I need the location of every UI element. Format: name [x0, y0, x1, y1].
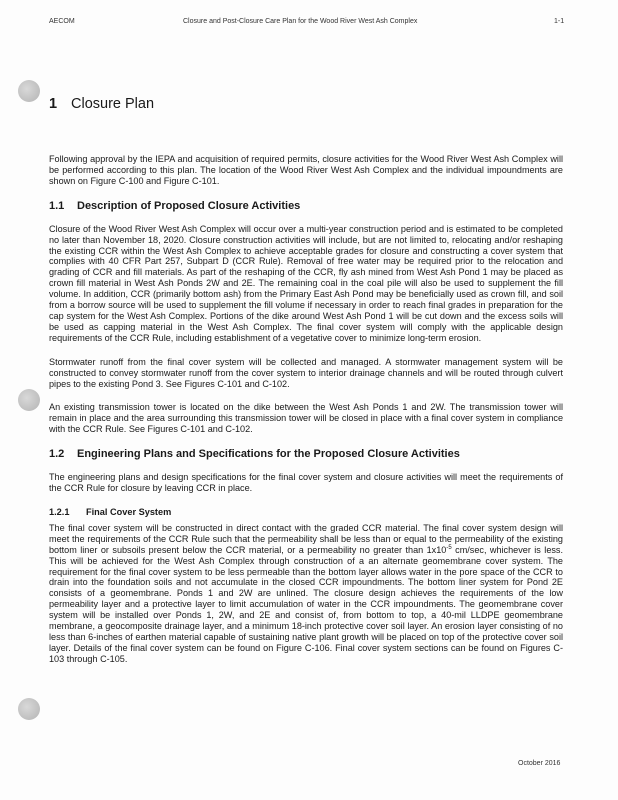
section-number: 1.2	[49, 448, 65, 461]
stormwater-paragraph: Stormwater runoff from the final cover system will be collected and managed. A stormwater management system will be constructed to convey stormwater runoff from the cover system to interior drainage channels and will be routed through culvert pipes to the existing Pond 3. See Figures C-101 and C-102.	[49, 356, 563, 389]
final-cover-paragraph	[49, 523, 563, 665]
section-heading-1-2	[49, 448, 563, 460]
subsection-heading-1-2-1	[49, 507, 563, 517]
exponent: -5	[446, 544, 452, 551]
section-title: Description of Proposed Closure Activities	[77, 199, 301, 212]
footer-date: October 2016	[518, 760, 561, 767]
final-cover-text-b: cm/sec, whichever is less. This will be achieved for the West Ash Complex through construction of a an alternate geomembrane cover system. The requirement for the final cover system to be less permeable than the bottom layer allows water in the pore space of the CCR to drain into the foundation soils and not accumulate in the closed CCR impoundments. The bottom liner system for Pond 2E consists of a geomembrane. Ponds 1 and 2W are unlined. The closure design achieves the requirements of the low permeability layer and a protective layer to limit accumulation of water in the CCR impoundments. The geomembrane cover system will be installed over Ponds 1, 2W, and 2E and consist of, from bottom to top, a 40-mil LLDPE geomembrane membrane, a geocomposite drainage layer, and a minimum 18-inch protective cover soil layer. An erosion layer consisting of no less than 6-inches of earthen material capable of sustaining native plant growth will be placed on top of the protective cover soil layer. Details of the final cover system can be found on Figure C-106. Final cover system sections can be found on Figures C-103 through C-105.	[49, 544, 563, 664]
subsection-number: 1.2.1	[49, 506, 70, 517]
closure-activities-paragraph: Closure of the Wood River West Ash Complex will occur over a multi-year construction period and is estimated to be completed no later than November 18, 2020. Closure construction activities will include, but are not limited to, relocating and/or reshaping the existing CCR within the West Ash Complex to achieve acceptable grades for closure and constructing a cover system that complies with 40 CFR Part 257, Subpart D (CCR Rule). Removal of free water may be required prior to the relocation and grading of CCR and fill materials. As part of the reshaping of the CCR, fly ash mined from West Ash Pond 1 may be placed as crown fill material in West Ash Ponds 2W and 2E. The remaining coal in the coal pile will also be used to supplement the fill volume. In addition, CCR (primarily bottom ash) from the Primary East Ash Pond may be beneficially used as crown fill, and soil from a borrow source will be used to supplement the fill volume if necessary in order to reach final grades in preparation for the cap system for the West Ash Complex. Portions of the dike around West Ash Pond 1 will be cut down and the excess soils will be used as capping material in the West Ash Complex. The final cover system will comply with the applicable design requirements of the CCR Rule, including establishment of a vegetative cover to minimize long-term erosion.	[49, 223, 563, 343]
intro-paragraph: Following approval by the IEPA and acquisition of required permits, closure activities for the Wood River West Ash Complex will be performed according to this plan. The location of the Wood River West Ash Complex and the individual impoundments are shown on Figure C-100 and Figure C-101.	[49, 154, 563, 186]
subsection-title: Final Cover System	[86, 506, 172, 517]
transmission-tower-paragraph: An existing transmission tower is located on the dike between the West Ash Ponds 1 and 2W. The transmission tower will remain in place and the area surrounding this transmission tower will be closed in place with a final cover system in compliance with the CCR Rule. See Figures C-101 and C-102.	[49, 402, 563, 435]
document-body	[49, 96, 563, 678]
section-number: 1.1	[49, 199, 65, 212]
final-cover-text-a: The final cover system will be constructed in direct contact with the graded CCR material. The final cover system design will meet the requirements of the CCR Rule such that the permeability shall be less than or equal to the permeability of the existing bottom liner or subsoils present below the CCR material, or a permeability no greater than 1x10	[49, 522, 563, 555]
punch-hole	[18, 698, 40, 720]
section-title: Engineering Plans and Specifications for the Proposed Closure Activities	[77, 448, 460, 461]
engineering-plans-paragraph: The engineering plans and design specifications for the final cover system and closure activities will meet the requirements of the CCR Rule for closure by leaving CCR in place.	[49, 472, 563, 494]
section-heading-1-1	[49, 200, 563, 212]
punch-hole	[18, 80, 40, 102]
header-document-title: Closure and Post-Closure Care Plan for the Wood River West Ash Complex	[183, 18, 418, 25]
punch-hole	[18, 389, 40, 411]
chapter-title: Closure Plan	[71, 96, 155, 112]
chapter-number: 1	[49, 96, 58, 112]
header-page-number: 1-1	[554, 18, 565, 25]
chapter-heading	[49, 96, 563, 112]
header-company: AECOM	[49, 18, 75, 25]
